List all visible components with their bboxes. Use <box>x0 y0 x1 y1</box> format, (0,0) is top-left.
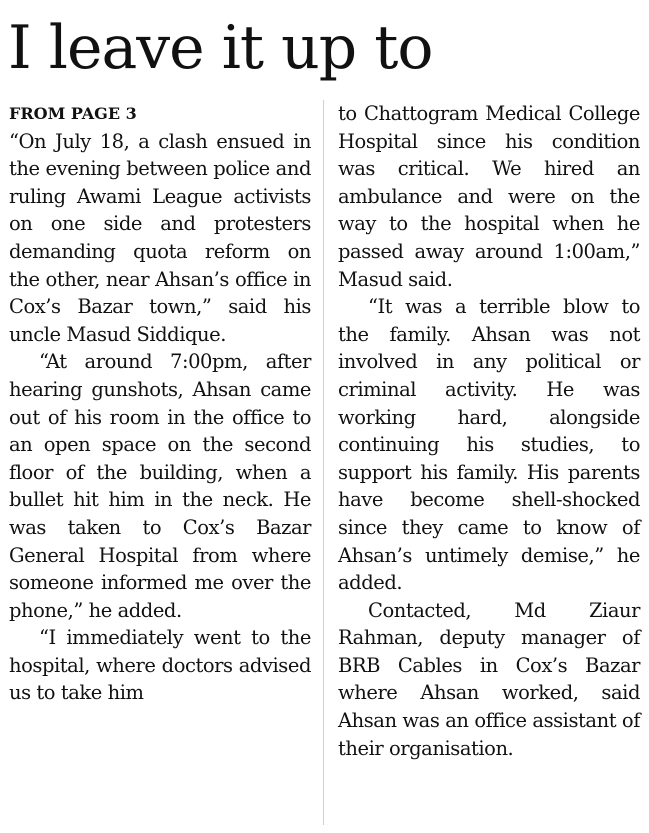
paragraph: “On July 18, a clash ensued in the evening between police and ruling Awami League activists on one side and protesters demanding quota reform on the other, near Ahsan’s office in Cox’s Bazar town,” said his uncle Masud Siddique. <box>9 129 311 346</box>
article-column-left <box>9 100 311 707</box>
headline: I leave it up to <box>8 13 433 83</box>
article-column-right <box>338 100 640 762</box>
paragraph: “I immediately went to the hospital, where doctors advised us to take him <box>9 626 311 705</box>
column-divider <box>323 100 324 825</box>
paragraph: to Chattogram Medical College Hospital since his condition was critical. We hired an ambulance and were on the way to the hospital when he passed away around 1:00am,” Masud said. <box>338 102 640 291</box>
paragraph: “At around 7:00pm, after hearing gunshots, Ahsan came out of his room in the office to an open space on the second floor of the building, when a bullet hit him in the neck. He was taken to Cox’s Bazar General Hospital from where someone informed me over the phone,” he added. <box>9 350 311 622</box>
paragraph: “It was a terrible blow to the family. Ahsan was not involved in any political or criminal activity. He was working hard, alongside continuing his studies, to support his family. His parents have become shell-shocked since they came to know of Ahsan’s untimely demise,” he added. <box>338 295 640 595</box>
paragraph: Contacted, Md Ziaur Rahman, deputy manager of BRB Cables in Cox’s Bazar where Ahsan worked, said Ahsan was an office assistant of their organisation. <box>338 598 640 760</box>
continuation-kicker: FROM PAGE 3 <box>9 104 137 123</box>
